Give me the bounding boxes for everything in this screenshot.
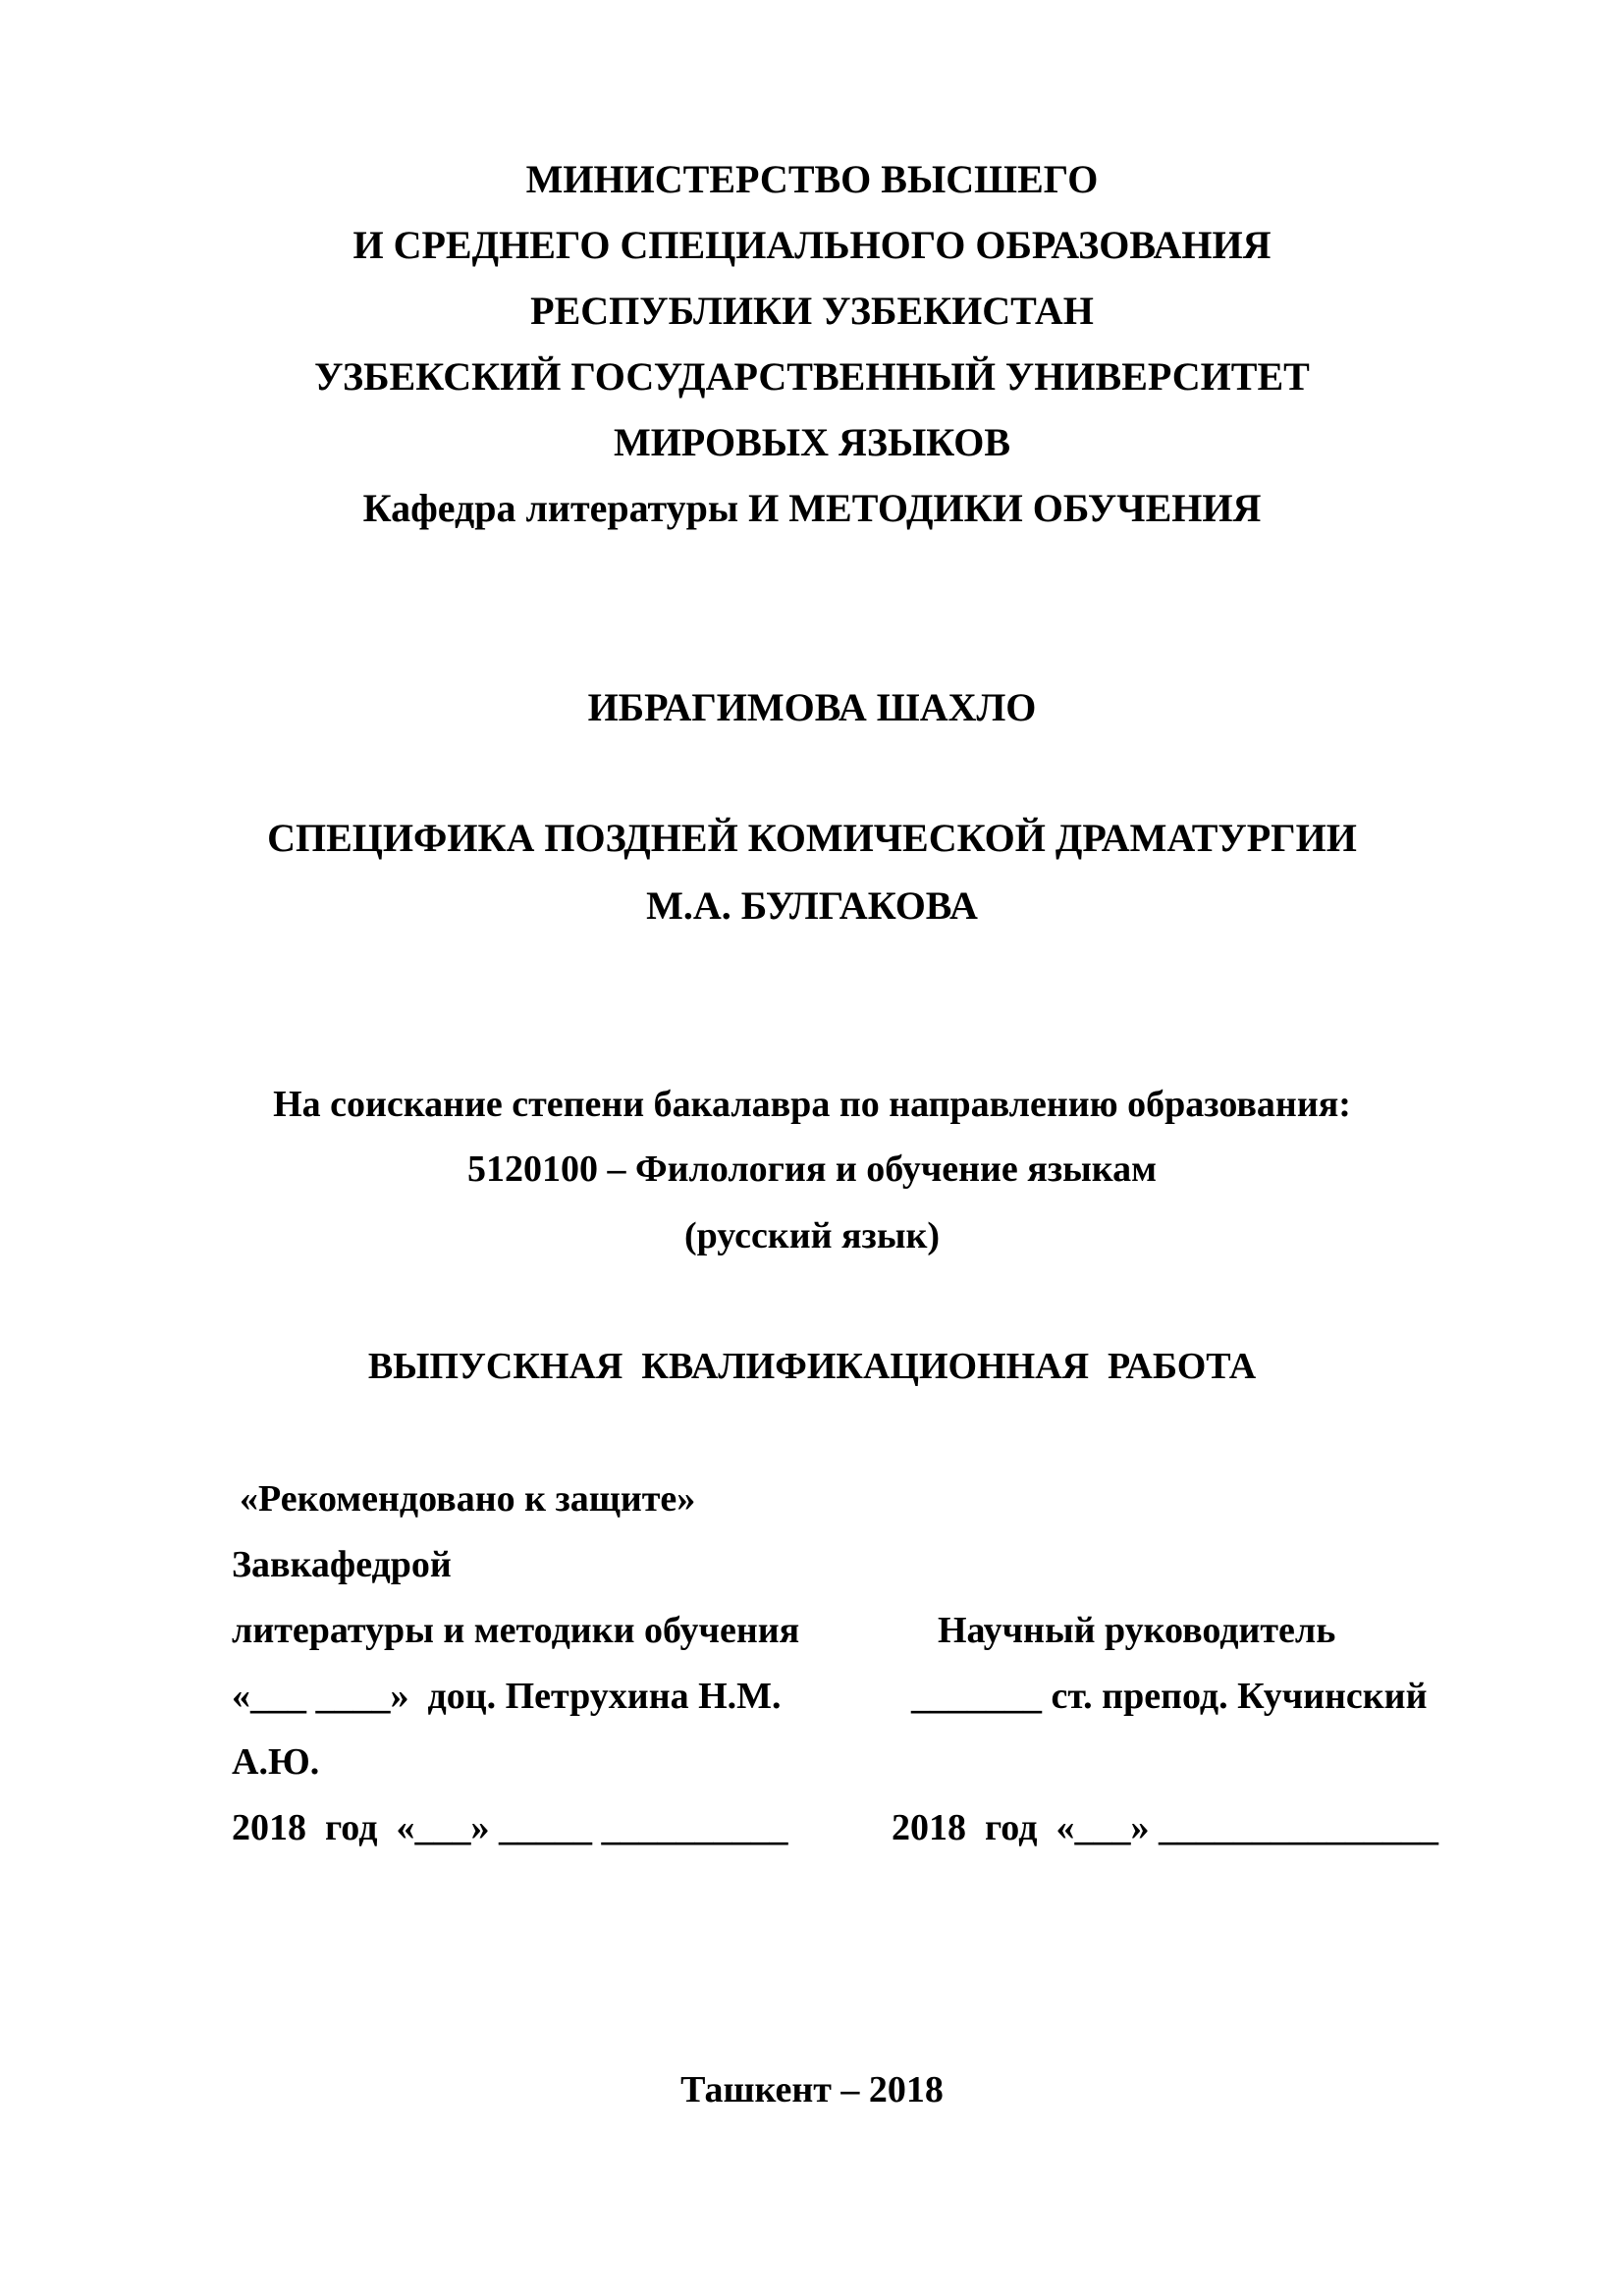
supervisor-label: Научный руководитель bbox=[938, 1610, 1336, 1651]
supervisor-signature-line: _______ ст. препод. Кучинский bbox=[911, 1676, 1428, 1717]
supervisor-initials: А.Ю. bbox=[232, 1741, 320, 1783]
thesis-title-line-2: М.А. БУЛГАКОВА bbox=[646, 883, 978, 928]
city-year: Ташкент – 2018 bbox=[680, 2069, 944, 2110]
university-line-1: УЗБЕКСКИЙ ГОСУДАРСТВЕННЫЙ УНИВЕРСИТЕТ bbox=[314, 354, 1310, 399]
university-line-2: МИРОВЫХ ЯЗЫКОВ bbox=[613, 420, 1011, 464]
degree-line-2: 5120100 – Филология и обучение языкам bbox=[467, 1148, 1157, 1190]
republic-line: РЕСПУБЛИКИ УЗБЕКИСТАН bbox=[530, 289, 1094, 333]
recommended-label: «Рекомендовано к защите» bbox=[240, 1478, 696, 1520]
thesis-title-line-1: СПЕЦИФИКА ПОЗДНЕЙ КОМИЧЕСКОЙ ДРАМАТУРГИИ bbox=[267, 816, 1357, 860]
left-date-line: 2018 год «___» _____ __________ bbox=[232, 1807, 788, 1848]
degree-line-1: На соискание степени бакалавра по направлению образования: bbox=[273, 1084, 1351, 1125]
head-signature-line: «___ ____» доц. Петрухина Н.М. bbox=[232, 1676, 782, 1717]
department-name: литературы и методики обучения bbox=[232, 1610, 800, 1651]
author-name: ИБРАГИМОВА ШАХЛО bbox=[587, 685, 1037, 729]
ministry-line-2: И СРЕДНЕГО СПЕЦИАЛЬНОГО ОБРАЗОВАНИЯ bbox=[352, 223, 1272, 267]
department-line: Кафедра литературы И МЕТОДИКИ ОБУЧЕНИЯ bbox=[362, 486, 1262, 530]
ministry-line-1: МИНИСТЕРСТВО ВЫСШЕГО bbox=[525, 157, 1099, 201]
degree-line-3: (русский язык) bbox=[683, 1215, 941, 1256]
work-type: ВЫПУСКНАЯ КВАЛИФИКАЦИОННАЯ РАБОТА bbox=[367, 1346, 1257, 1387]
right-date-line: 2018 год «___» _______________ bbox=[892, 1807, 1438, 1848]
head-of-department-label: Завкафедрой bbox=[232, 1544, 452, 1585]
